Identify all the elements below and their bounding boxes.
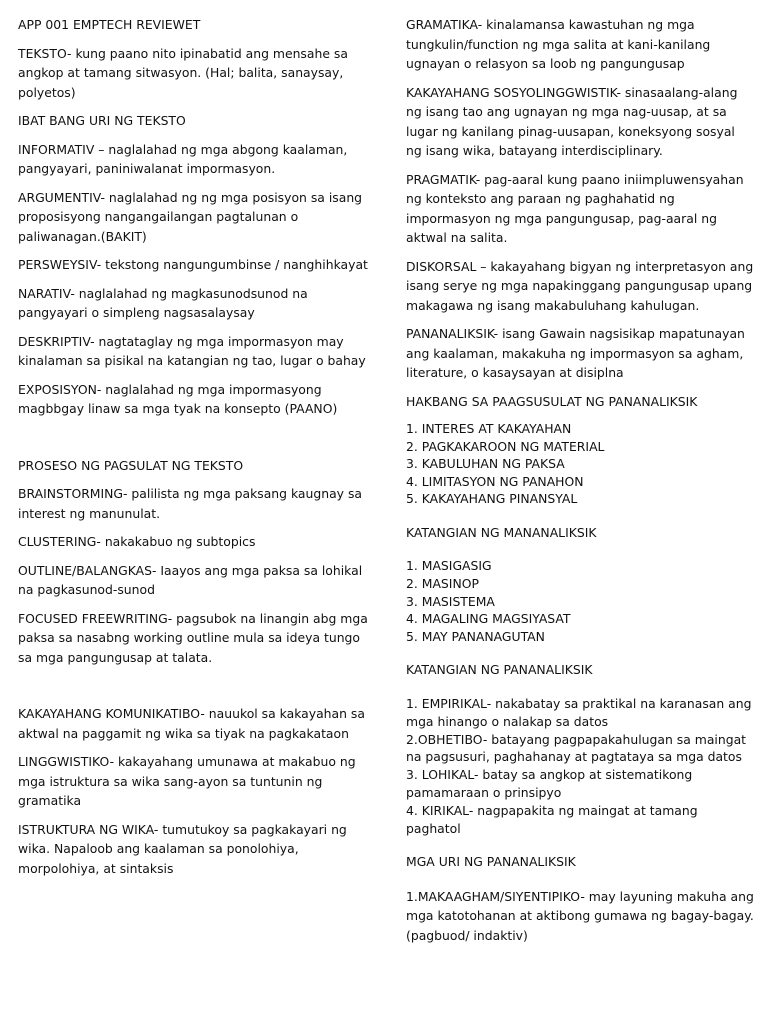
katangian-pananaliksik-list [406, 695, 754, 837]
list-item: 5. KAKAYAHANG PINANSYAL [406, 491, 578, 507]
list-item: 2. PAGKAKAROON NG MATERIAL [406, 438, 605, 454]
hakbang-heading: HAKBANG SA PAAGSUSULAT NG PANANALIKSIK [406, 393, 698, 409]
focused-freewriting-definition: FOCUSED FREEWRITING- pagsubok na linangin abg mga paksa sa nasabng working outline mula sa ideya tungo sa mga pangungusap at talata. [18, 610, 368, 665]
katangian-mananaliksik-heading: KATANGIAN NG MANANALIKSIK [406, 524, 597, 540]
gramatika-definition: GRAMATIKA- kinalamansa kawastuhan ng mga tungkulin/function ng mga salita at kani-kanilang ugnayan o relasyon sa loob ng pangungusap [406, 17, 711, 71]
teksto-definition: TEKSTO- kung paano nito ipinabatid ang mensahe sa angkop at tamang sitwasyon. (Hal; balita, sanaysay, polyetos) [18, 45, 348, 100]
diskorsal-definition: DISKORSAL – kakayahang bigyan ng interpretasyon ang isang serye ng mga napakinggang pangungusap upang makagawa ng isang makabuluhang kahulugan. [406, 258, 754, 313]
informativ-definition: INFORMATIV – naglalahad ng mga abgong kaalaman, pangyayari, paniniwalanat impormasyon. [18, 141, 348, 176]
list-item: 2. MASINOP [406, 576, 479, 592]
list-item: 3. KABULUHAN NG PAKSA [406, 456, 565, 472]
makaagham-definition: 1.MAKAAGHAM/SIYENTIPIKO- may layuning makuha ang mga katotohanan at aktibong gumawa ng bagay-bagay. (pagbuod/ indaktiv) [406, 888, 754, 943]
argumentiv-definition: ARGUMENTIV- naglalahad ng ng mga posisyon sa isang proposisyong nangangailangan pagtalunan o paliwanagan.(BAKIT) [18, 189, 363, 244]
komunikatibo-definition: KAKAYAHANG KOMUNIKATIBO- nauukol sa kakayahan sa aktwal na paggamit ng wika sa tiyak na pagkakataon [18, 706, 365, 741]
ibat-bang-heading: IBAT BANG URI NG TEKSTO [18, 113, 186, 128]
list-item: 5. MAY PANANAGUTAN [406, 628, 545, 644]
outline-definition: OUTLINE/BALANGKAS- Iaayos ang mga paksa sa lohikal na pagkasunod-sunod [18, 562, 363, 597]
document-title: APP 001 EMPTECH REVIEWET [18, 17, 201, 32]
right-column [406, 15, 754, 954]
pananaliksik-definition: PANANALIKSIK- isang Gawain nagsisikap mapatunayan ang kaalaman, makakuha ng impormasyon sa agham, literature, o kasaysayan at disiplna [406, 326, 745, 380]
linggwistiko-definition: LINGGWISTIKO- kakayahang umunawa at makabuo ng mga istruktura sa wika sang-ayon sa tuntunin ng gramatika [18, 754, 356, 808]
hakbang-list [406, 420, 754, 508]
clustering-definition: CLUSTERING- nakakabuo ng subtopics [18, 534, 256, 549]
list-item: 2.OBHETIBO- batayang pagpapakahulugan sa maingat na pagsusuri, paghahanay at pagtataya sa mga datos [406, 731, 747, 765]
brainstorming-definition: BRAINSTORMING- palilista ng mga paksang kaugnay sa interest ng manunulat. [18, 486, 362, 521]
katangian-pananaliksik-heading: KATANGIAN NG PANANALIKSIK [406, 662, 593, 678]
list-item: 1. INTERES AT KAKAYAHAN [406, 421, 572, 436]
spacer [18, 676, 370, 704]
mga-uri-heading: MGA URI NG PANANALIKSIK [406, 854, 576, 870]
katangian-mananaliksik-list [406, 557, 754, 645]
list-item: 4. LIMITASYON NG PANAHON [406, 473, 584, 489]
list-item: 3. MASISTEMA [406, 593, 495, 609]
list-item: 1. MASIGASIG [406, 558, 492, 574]
exposisyon-definition: EXPOSISYON- naglalahad ng mga impormasyong magbbgay linaw sa mga tyak na konsepto (PAANO) [18, 381, 338, 416]
list-item: 4. KIRIKAL- nagpapakita ng maingat at tamang paghatol [406, 802, 698, 836]
deskriptiv-definition: DESKRIPTIV- nagtataglay ng mga impormasyon may kinalaman sa pisikal na katangian ng tao, lugar o bahay [18, 333, 366, 368]
left-column [18, 15, 370, 887]
proseso-heading: PROSESO NG PAGSULAT NG TEKSTO [18, 457, 244, 473]
list-item: 1. EMPIRIKAL- nakabatay sa praktikal na karanasan ang mga hinango o nalakap sa datos [406, 695, 752, 729]
pragmatik-definition: PRAGMATIK- pag-aaral kung paano iniimpluwensyahan ng konteksto ang paraan ng paghahatid ng impormasyon ng mga pangungusap, pag-aaral ng aktwal na salita. [406, 171, 744, 245]
narativ-definition: NARATIV- naglalahad ng magkasunodsunod na pangyayari o simpleng nagsasalaysay [18, 285, 308, 320]
list-item: 3. LOHIKAL- batay sa angkop at sistematikong pamamaraan o prinsipyo [406, 767, 693, 800]
list-item: 4. MAGALING MAGSIYASAT [406, 611, 571, 627]
sosyolinggwistik-definition: KAKAYAHANG SOSYOLINGGWISTIK- sinasaalang-alang ng isang tao ang ugnayan ng mga nag-uusap, at sa lugar ng kanilang pinag-uusapan, koneksyong sosyal ng isang wika, batayang interdisciplinary. [406, 84, 738, 158]
istruktura-definition: ISTRUKTURA NG WIKA- tumutukoy sa pagkakayari ng wika. Napaloob ang kaalaman sa ponolohiya, morpolohiya, at sintaksis [18, 821, 347, 876]
spacer [18, 428, 370, 456]
persweysiv-definition: PERSWEYSIV- tekstong nangungumbinse / nanghihkayat [18, 257, 368, 272]
